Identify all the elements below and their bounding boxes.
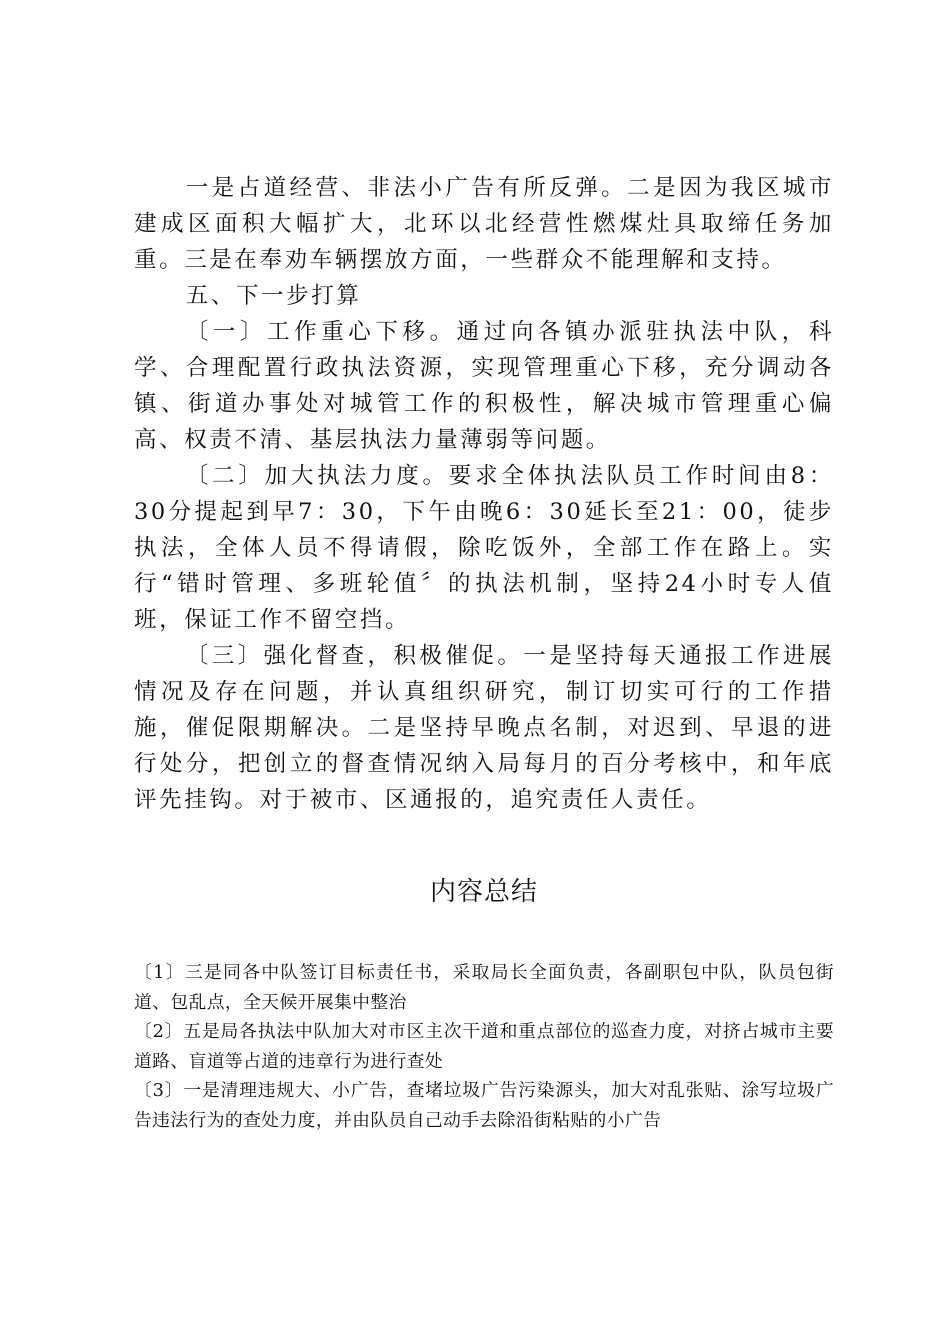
summary-list: [134, 958, 834, 1135]
intro-paragraph: 一是占道经营、非法小广告有所反弹。二是因为我区城市建成区面积大幅扩大，北环以北经营性燃煤灶具取缔任务加重。三是在奉劝车辆摆放方面，一些群众不能理解和支持。: [134, 175, 834, 273]
summary-item-2: 〔2〕五是局各执法中队加大对市区主次干道和重点部位的巡查力度，对挤占城市主要道路、盲道等占道的违章行为进行查处: [134, 1021, 834, 1072]
summary-item-1: 〔1〕三是同各中队签订目标责任书，采取局长全面负责，各副职包中队，队员包街道、包乱点，全天候开展集中整治: [134, 962, 834, 1013]
section-heading: 五、下一步打算: [185, 283, 362, 309]
document-page: [134, 170, 834, 1135]
summary-title: 内容总结: [429, 877, 538, 907]
plan-item-3: 〔三〕强化督查，积极催促。一是坚持每天通报工作进展情况及存在问题，并认真组织研究，制订切实可行的工作措施，催促限期解决。二是坚持早晚点名制，对迟到、早退的进行处分，把创立的督查情况纳入局每月的百分考核中，和年底评先挂钩。对于被市、区通报的，追究责任人责任。: [134, 643, 834, 813]
plan-item-2: 〔二〕加大执法力度。要求全体执法队员工作时间由8：30分提起到早7：30，下午由晚6：30延长至21：00，徒步执法，全体人员不得请假，除吃饭外，全部工作在路上。实行“错时管理、多班轮值〞的执法机制，坚持24小时专人值班，保证工作不留空挡。: [134, 463, 834, 633]
plan-item-1: 〔一〕工作重心下移。通过向各镇办派驻执法中队，科学、合理配置行政执法资源，实现管理重心下移，充分调动各镇、街道办事处对城管工作的积极性，解决城市管理重心偏高、权责不清、基层执法力量薄弱等问题。: [134, 319, 834, 453]
summary-item-3: 〔3〕一是清理违规大、小广告，查堵垃圾广告污染源头，加大对乱张贴、涂写垃圾广告违法行为的查处力度，并由队员自己动手去除沿街粘贴的小广告: [134, 1080, 834, 1131]
